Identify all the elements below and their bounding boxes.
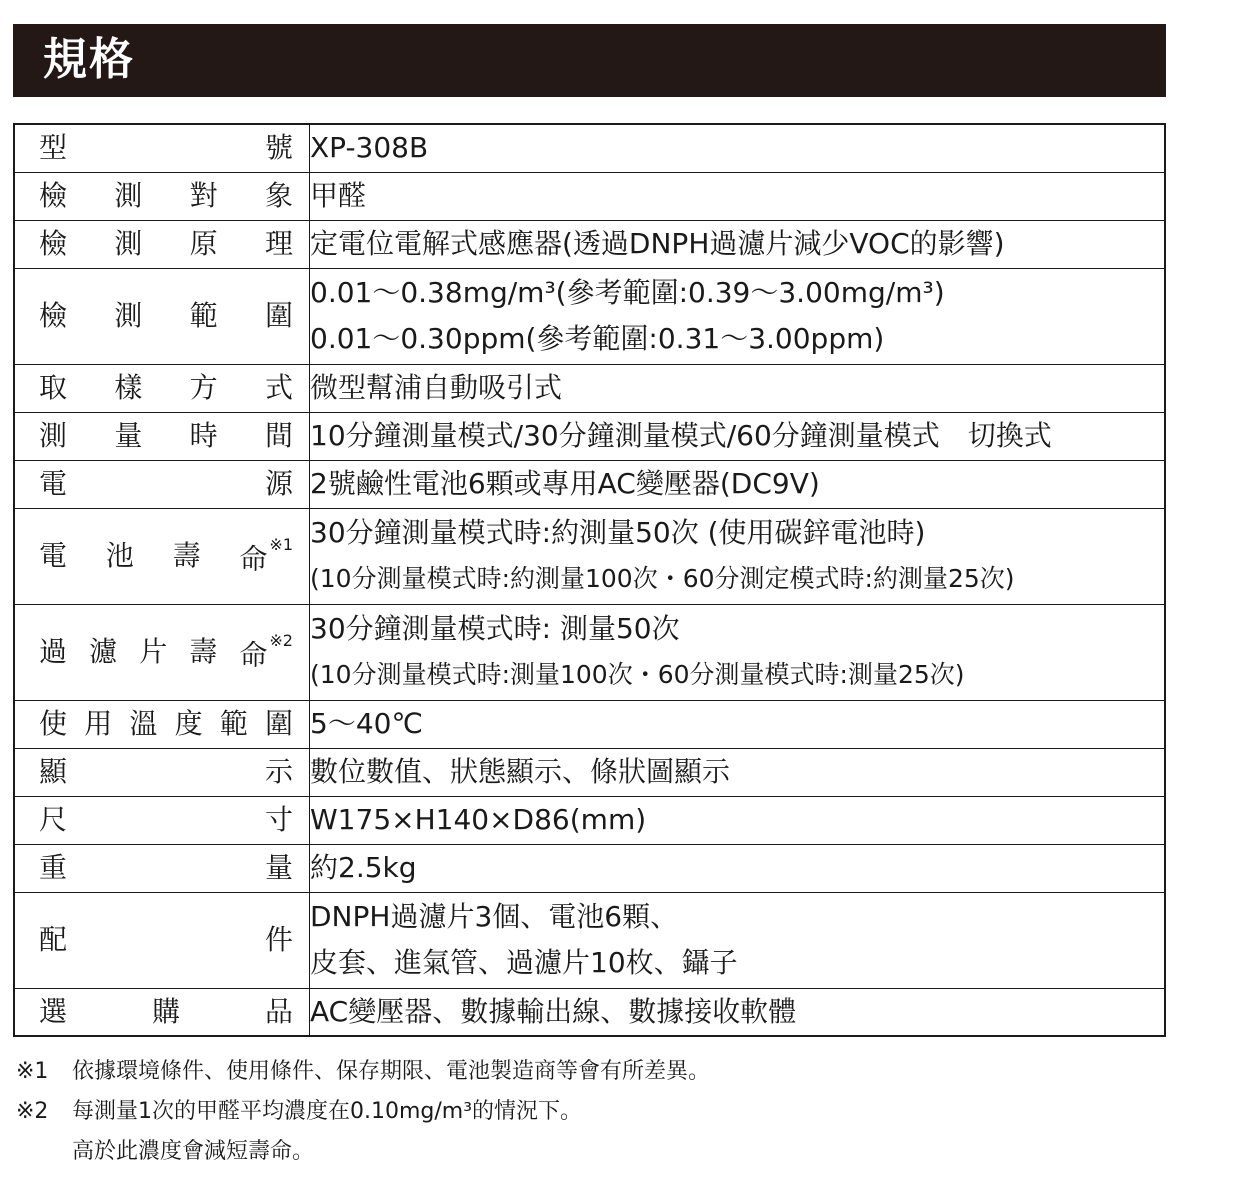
spec-value-line: AC變壓器、數據輸出線、數據接收軟體 bbox=[310, 994, 797, 1028]
footnote-2-continued: 高於此濃度會減短壽命。 bbox=[72, 1139, 315, 1164]
spec-label bbox=[14, 220, 310, 268]
spec-value bbox=[310, 604, 1166, 700]
spec-value bbox=[310, 892, 1166, 988]
spec-label-char: 測 bbox=[114, 227, 143, 260]
spec-label bbox=[14, 268, 310, 364]
spec-value-line: (10分測量模式時:測量100次・60分測量模式時:測量25次) bbox=[310, 660, 965, 689]
spec-value-line: 定電位電解式感應器(透過DNPH過濾片減少VOC的影響) bbox=[310, 227, 1005, 260]
spec-row bbox=[14, 748, 1165, 796]
spec-label-char: 片 bbox=[139, 634, 168, 668]
spec-label bbox=[14, 844, 310, 892]
spec-label-char: 用 bbox=[84, 707, 113, 740]
spec-label bbox=[14, 412, 310, 460]
spec-value-line: 10分鐘測量模式/30分鐘測量模式/60分鐘測量模式 切換式 bbox=[310, 419, 1052, 452]
spec-label-char: 範 bbox=[189, 299, 218, 332]
spec-value bbox=[310, 508, 1166, 604]
spec-value-line: 數位數值、狀態顯示、條狀圖顯示 bbox=[310, 755, 731, 788]
spec-row bbox=[14, 220, 1165, 268]
spec-row bbox=[14, 796, 1165, 844]
spec-label-char: 配 bbox=[39, 923, 68, 956]
spec-label-char: 壽 bbox=[172, 538, 201, 572]
spec-label-char: 量 bbox=[114, 419, 143, 452]
spec-label-char: 圍 bbox=[264, 299, 293, 332]
spec-label bbox=[14, 124, 310, 172]
spec-value-line: 約2.5kg bbox=[310, 851, 417, 884]
spec-value-line: 2號鹼性電池6顆或專用AC變壓器(DC9V) bbox=[310, 467, 820, 500]
footnote-mark: ※2 bbox=[269, 630, 293, 650]
spec-value bbox=[310, 268, 1166, 364]
spec-label-char: 尺 bbox=[39, 803, 68, 836]
spec-row bbox=[14, 412, 1165, 460]
spec-value bbox=[310, 412, 1166, 460]
spec-value bbox=[310, 700, 1166, 748]
spec-label-char: 件 bbox=[264, 923, 293, 956]
spec-label-char: 檢 bbox=[39, 299, 68, 332]
spec-label-char: 寸 bbox=[264, 803, 293, 836]
spec-label-char: 號 bbox=[264, 131, 293, 165]
spec-label-char: 電 bbox=[39, 467, 68, 500]
spec-label bbox=[14, 172, 310, 220]
spec-value bbox=[310, 460, 1166, 508]
spec-label-char: 時 bbox=[189, 419, 218, 452]
spec-label-char: 圍 bbox=[264, 707, 293, 740]
spec-label-char: 顯 bbox=[39, 755, 68, 788]
spec-label-char: 重 bbox=[39, 851, 68, 884]
spec-row bbox=[14, 604, 1165, 700]
spec-label-tail bbox=[239, 536, 293, 576]
spec-label-char: 間 bbox=[264, 419, 293, 452]
spec-value-line: 皮套、進氣管、過濾片10枚、鑷子 bbox=[310, 946, 738, 979]
spec-row bbox=[14, 124, 1165, 172]
footnotes bbox=[16, 1052, 710, 1172]
spec-label-char: 命 bbox=[239, 542, 268, 576]
spec-label-tail bbox=[239, 632, 293, 672]
spec-label-char: 示 bbox=[264, 755, 293, 788]
spec-label-char: 範 bbox=[219, 707, 248, 740]
spec-value-line: DNPH過濾片3個、電池6顆、 bbox=[310, 900, 679, 933]
spec-label-char: 象 bbox=[264, 179, 293, 212]
spec-label-char: 池 bbox=[105, 538, 134, 572]
footnote-mark: ※1 bbox=[269, 534, 293, 554]
spec-row bbox=[14, 172, 1165, 220]
spec-label-char: 取 bbox=[39, 371, 68, 404]
spec-value-line: 0.01〜0.30ppm(參考範圍:0.31〜3.00ppm) bbox=[310, 322, 885, 355]
spec-value-line: 30分鐘測量模式時: 測量50次 bbox=[310, 612, 680, 645]
spec-row bbox=[14, 508, 1165, 604]
spec-value bbox=[310, 364, 1166, 412]
spec-row bbox=[14, 700, 1165, 748]
spec-row bbox=[14, 844, 1165, 892]
spec-label-char: 品 bbox=[264, 994, 293, 1028]
spec-row bbox=[14, 988, 1165, 1036]
spec-label-char: 檢 bbox=[39, 227, 68, 260]
spec-value-line: W175×H140×D86(mm) bbox=[310, 803, 647, 836]
spec-label-char: 過 bbox=[39, 634, 68, 668]
spec-label bbox=[14, 700, 310, 748]
spec-label-char: 樣 bbox=[114, 371, 143, 404]
spec-value-line: (10分測量模式時:約測量100次・60分測定模式時:約測量25次) bbox=[310, 564, 1015, 593]
spec-row bbox=[14, 892, 1165, 988]
spec-value-line: 甲醛 bbox=[310, 179, 367, 212]
spec-value-line: 5〜40℃ bbox=[310, 707, 423, 740]
spec-label-char: 測 bbox=[114, 299, 143, 332]
spec-value-line: 微型幫浦自動吸引式 bbox=[310, 371, 563, 404]
spec-label-char: 檢 bbox=[39, 179, 68, 212]
spec-value bbox=[310, 844, 1166, 892]
spec-label-char: 測 bbox=[114, 179, 143, 212]
spec-label-char: 方 bbox=[189, 371, 218, 404]
spec-value bbox=[310, 124, 1166, 172]
spec-value-line: 30分鐘測量模式時:約測量50次 (使用碳鋅電池時) bbox=[310, 516, 926, 549]
spec-row bbox=[14, 364, 1165, 412]
spec-label bbox=[14, 796, 310, 844]
spec-label bbox=[14, 508, 310, 604]
spec-row bbox=[14, 268, 1165, 364]
spec-label-char: 濾 bbox=[89, 634, 118, 668]
spec-label bbox=[14, 892, 310, 988]
spec-label-char: 溫 bbox=[129, 707, 158, 740]
spec-row bbox=[14, 460, 1165, 508]
spec-label-char: 使 bbox=[39, 707, 68, 740]
footnote-1: ※1 依據環境條件、使用條件、保存期限、電池製造商等會有所差異。 bbox=[16, 1059, 711, 1084]
spec-value-line: XP-308B bbox=[310, 131, 429, 165]
spec-label bbox=[14, 364, 310, 412]
spec-label-char: 對 bbox=[189, 179, 218, 212]
spec-label-char: 購 bbox=[151, 994, 180, 1028]
spec-value bbox=[310, 172, 1166, 220]
spec-label-char: 度 bbox=[174, 707, 203, 740]
footnote-2: ※2 每測量1次的甲醛平均濃度在0.10mg/m³的情況下。 bbox=[16, 1099, 583, 1124]
spec-label-char: 量 bbox=[264, 851, 293, 884]
title-bar bbox=[13, 24, 1166, 97]
spec-value bbox=[310, 796, 1166, 844]
spec-value bbox=[310, 988, 1166, 1036]
spec-value bbox=[310, 220, 1166, 268]
spec-label bbox=[14, 748, 310, 796]
spec-label-char: 型 bbox=[39, 131, 68, 165]
spec-table bbox=[13, 123, 1166, 1037]
spec-label-char: 理 bbox=[264, 227, 293, 260]
spec-label-char: 電 bbox=[39, 538, 68, 572]
spec-label-char: 選 bbox=[39, 994, 68, 1028]
spec-label-char: 式 bbox=[264, 371, 293, 404]
spec-label bbox=[14, 604, 310, 700]
spec-label-char: 測 bbox=[39, 419, 68, 452]
spec-label-char: 壽 bbox=[189, 634, 218, 668]
spec-label bbox=[14, 460, 310, 508]
page-title: 規格 bbox=[43, 34, 135, 85]
spec-label-char: 原 bbox=[189, 227, 218, 260]
spec-label-char: 源 bbox=[264, 467, 293, 500]
spec-label-char: 命 bbox=[239, 638, 268, 672]
spec-value-line: 0.01〜0.38mg/m³(參考範圍:0.39〜3.00mg/m³) bbox=[310, 276, 945, 309]
spec-label bbox=[14, 988, 310, 1036]
spec-value bbox=[310, 748, 1166, 796]
